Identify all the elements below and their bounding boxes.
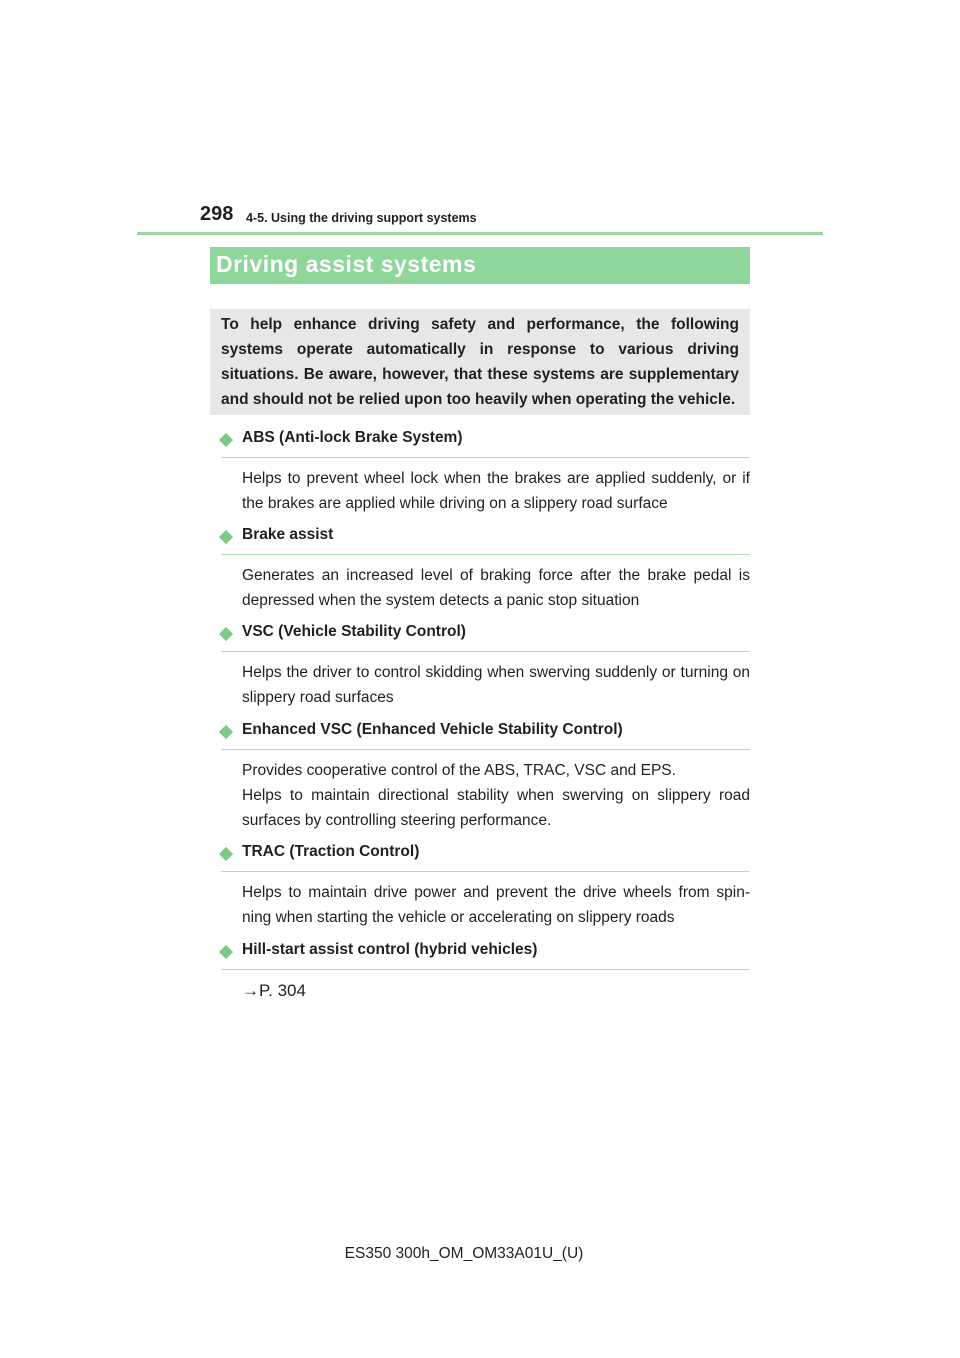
description-line: Helps to maintain drive power and prevent the drive wheels from spin-ning when starting the vehicle or accelerating on slippery roads <box>242 884 750 926</box>
item-title: VSC (Vehicle Stability Control) <box>242 623 466 640</box>
description-line: Helps the driver to control skidding when swerving suddenly or turning on slippery road surfaces <box>242 664 750 706</box>
item-description <box>242 563 750 613</box>
item-title: Enhanced VSC (Enhanced Vehicle Stability Control) <box>242 721 623 738</box>
page-header <box>200 203 800 229</box>
diamond-bullet-icon <box>219 530 233 544</box>
item-enhanced-vsc <box>221 721 750 833</box>
item-abs <box>221 429 750 516</box>
item-description <box>242 978 750 1003</box>
page-footer <box>0 1245 960 1263</box>
section-title: Driving assist systems <box>216 251 477 277</box>
page-reference-link[interactable]: →P. 304 <box>242 981 306 1000</box>
item-trac <box>221 843 750 930</box>
item-heading <box>221 843 750 872</box>
item-heading <box>221 623 750 652</box>
item-heading <box>221 526 750 555</box>
description-line: Helps to maintain directional stability when swerving on slippery road surfaces by controlling steering performance. <box>242 787 750 829</box>
description-line: Provides cooperative control of the ABS, TRAC, VSC and EPS. <box>242 762 676 779</box>
description-line: Helps to prevent wheel lock when the brakes are applied suddenly, or if the brakes are applied while driving on a slippery road surface <box>242 470 750 512</box>
item-brake-assist <box>221 526 750 613</box>
item-description <box>242 758 750 833</box>
item-title: TRAC (Traction Control) <box>242 843 420 860</box>
item-heading <box>221 429 750 458</box>
diamond-bullet-icon <box>219 945 233 959</box>
item-description <box>242 880 750 930</box>
intro-box <box>210 309 750 415</box>
item-heading <box>221 941 750 970</box>
item-description <box>242 466 750 516</box>
diamond-bullet-icon <box>219 847 233 861</box>
section-title-band <box>210 247 750 284</box>
item-title: ABS (Anti-lock Brake System) <box>242 429 463 446</box>
item-title: Brake assist <box>242 526 334 543</box>
item-vsc <box>221 623 750 710</box>
diamond-bullet-icon <box>219 725 233 739</box>
diamond-bullet-icon <box>219 433 233 447</box>
item-title: Hill-start assist control (hybrid vehicles) <box>242 941 538 958</box>
document-code: ES350 300h_OM_OM33A01U_(U) <box>344 1245 584 1262</box>
header-divider <box>137 232 823 235</box>
item-heading <box>221 721 750 750</box>
item-description <box>242 660 750 710</box>
section-path: 4-5. Using the driving support systems <box>246 211 477 225</box>
intro-text: To help enhance driving safety and performance, the following systems operate automatically in response to various driving situations. Be aware, however, that these systems are supplementary and should not be relied upon too heavily when operating the vehicle. <box>221 316 739 408</box>
diamond-bullet-icon <box>219 627 233 641</box>
item-hill-start-assist <box>221 941 750 1003</box>
page-number: 298 <box>200 203 234 225</box>
description-line: Generates an increased level of braking force after the brake pedal is depressed when the system detects a panic stop situation <box>242 567 750 609</box>
